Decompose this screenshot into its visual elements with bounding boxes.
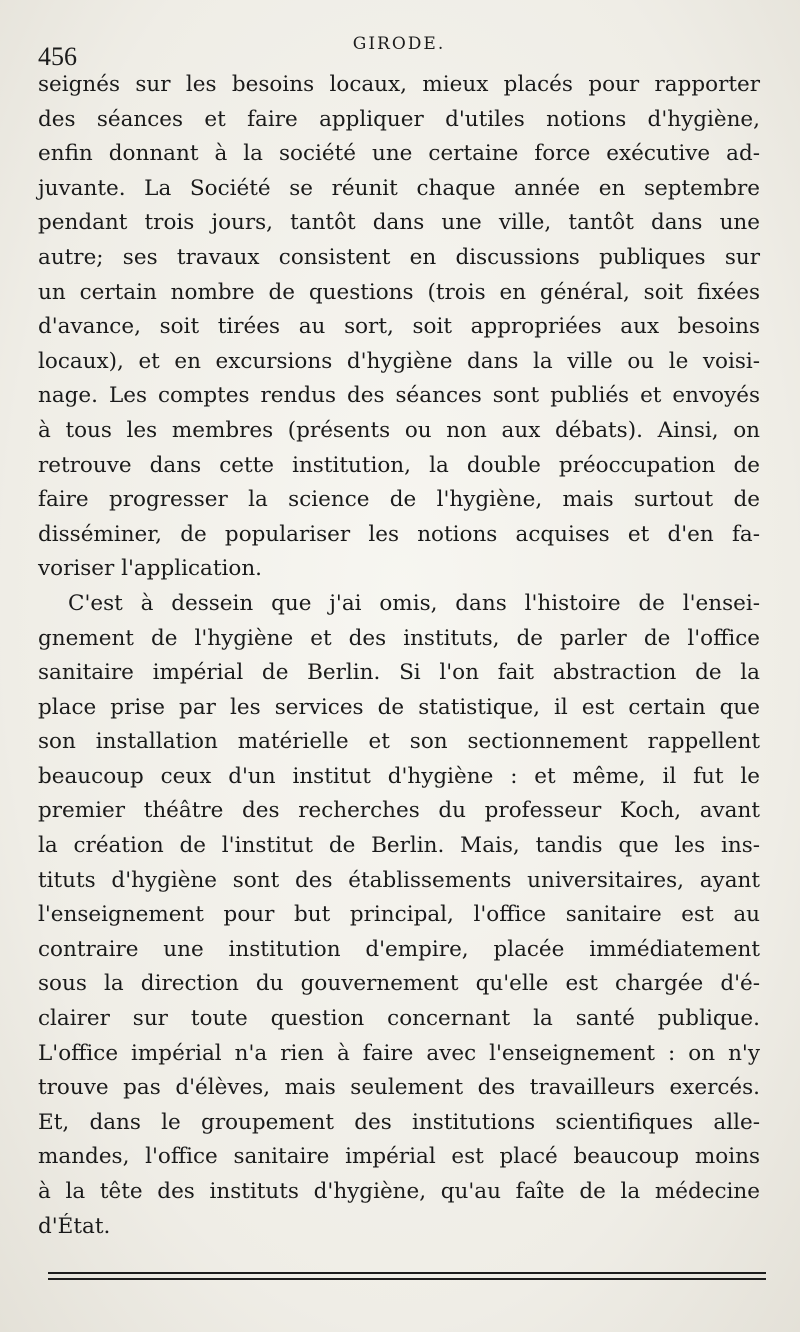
paragraph (38, 68, 760, 587)
text-line: sous la direction du gouvernement qu'elle est chargée d'é- (38, 971, 760, 997)
text-line: autre; ses travaux consistent en discussions publiques sur (38, 244, 760, 270)
text-line: à la tête des instituts d'hygiène, qu'au faîte de la médecine (38, 1179, 760, 1204)
footer-rule (48, 1278, 766, 1280)
text-line: d'État. (38, 1213, 111, 1239)
text-line: l'enseignement pour but principal, l'office sanitaire est au (38, 902, 760, 928)
text-line: nage. Les comptes rendus des séances sont publiés et envoyés (38, 383, 760, 409)
text-line: juvante. La Société se réunit chaque année en septembre (38, 175, 760, 201)
text-line: C'est à dessein que j'ai omis, dans l'histoire de l'ensei- (68, 590, 760, 616)
footer-rule (48, 1272, 766, 1274)
text-line: contraire une institution d'empire, placée immédiatement (38, 936, 760, 962)
text-line: pendant trois jours, tantôt dans une ville, tantôt dans une (38, 210, 760, 236)
footer-rules (48, 1272, 766, 1284)
text-line: mandes, l'office sanitaire impérial est placé beaucoup moins (38, 1144, 760, 1170)
text-line: voriser l'application. (38, 556, 262, 582)
text-line: sanitaire impérial de Berlin. Si l'on fait abstraction de la (38, 660, 760, 686)
page-number: 456 (38, 42, 77, 71)
text-line: premier théâtre des recherches du professeur Koch, avant (38, 798, 760, 824)
text-line: faire progresser la science de l'hygiène, mais surtout de (38, 487, 760, 513)
text-line: place prise par les services de statistique, il est certain que (38, 694, 760, 720)
text-line: enfin donnant à la société une certaine force exécutive ad- (38, 141, 760, 167)
text-line: tituts d'hygiène sont des établissements universitaires, ayant (38, 867, 760, 893)
paragraph (38, 587, 760, 1244)
text-line: trouve pas d'élèves, mais seulement des travailleurs exercés. (38, 1075, 760, 1101)
body-text (38, 68, 760, 1244)
text-line: disséminer, de populariser les notions acquises et d'en fa- (38, 521, 760, 547)
text-line: seignés sur les besoins locaux, mieux placés pour rapporter (38, 72, 760, 97)
text-line: un certain nombre de questions (trois en général, soit fixées (38, 279, 760, 305)
running-head: GIRODE. (352, 34, 446, 54)
text-line: des séances et faire appliquer d'utiles notions d'hygiène, (38, 106, 760, 132)
text-line: L'office impérial n'a rien à faire avec l'enseignement : on n'y (38, 1040, 760, 1066)
text-line: son installation matérielle et son sectionnement rappellent (38, 729, 760, 755)
text-line: à tous les membres (présents ou non aux débats). Ainsi, on (38, 417, 760, 443)
text-line: d'avance, soit tirées au sort, soit appropriées aux besoins (38, 314, 760, 340)
text-line: Et, dans le groupement des institutions scientifiques alle- (38, 1109, 760, 1135)
text-line: gnement de l'hygiène et des instituts, de parler de l'office (38, 625, 760, 651)
text-line: la création de l'institut de Berlin. Mais, tandis que les ins- (38, 833, 760, 859)
text-line: beaucoup ceux d'un institut d'hygiène : et même, il fut le (38, 763, 760, 789)
text-line: retrouve dans cette institution, la double préoccupation de (38, 452, 760, 478)
text-line: locaux), et en excursions d'hygiène dans la ville ou le voisi- (38, 348, 760, 374)
text-line: clairer sur toute question concernant la santé publique. (38, 1006, 760, 1032)
page-header (38, 34, 760, 71)
